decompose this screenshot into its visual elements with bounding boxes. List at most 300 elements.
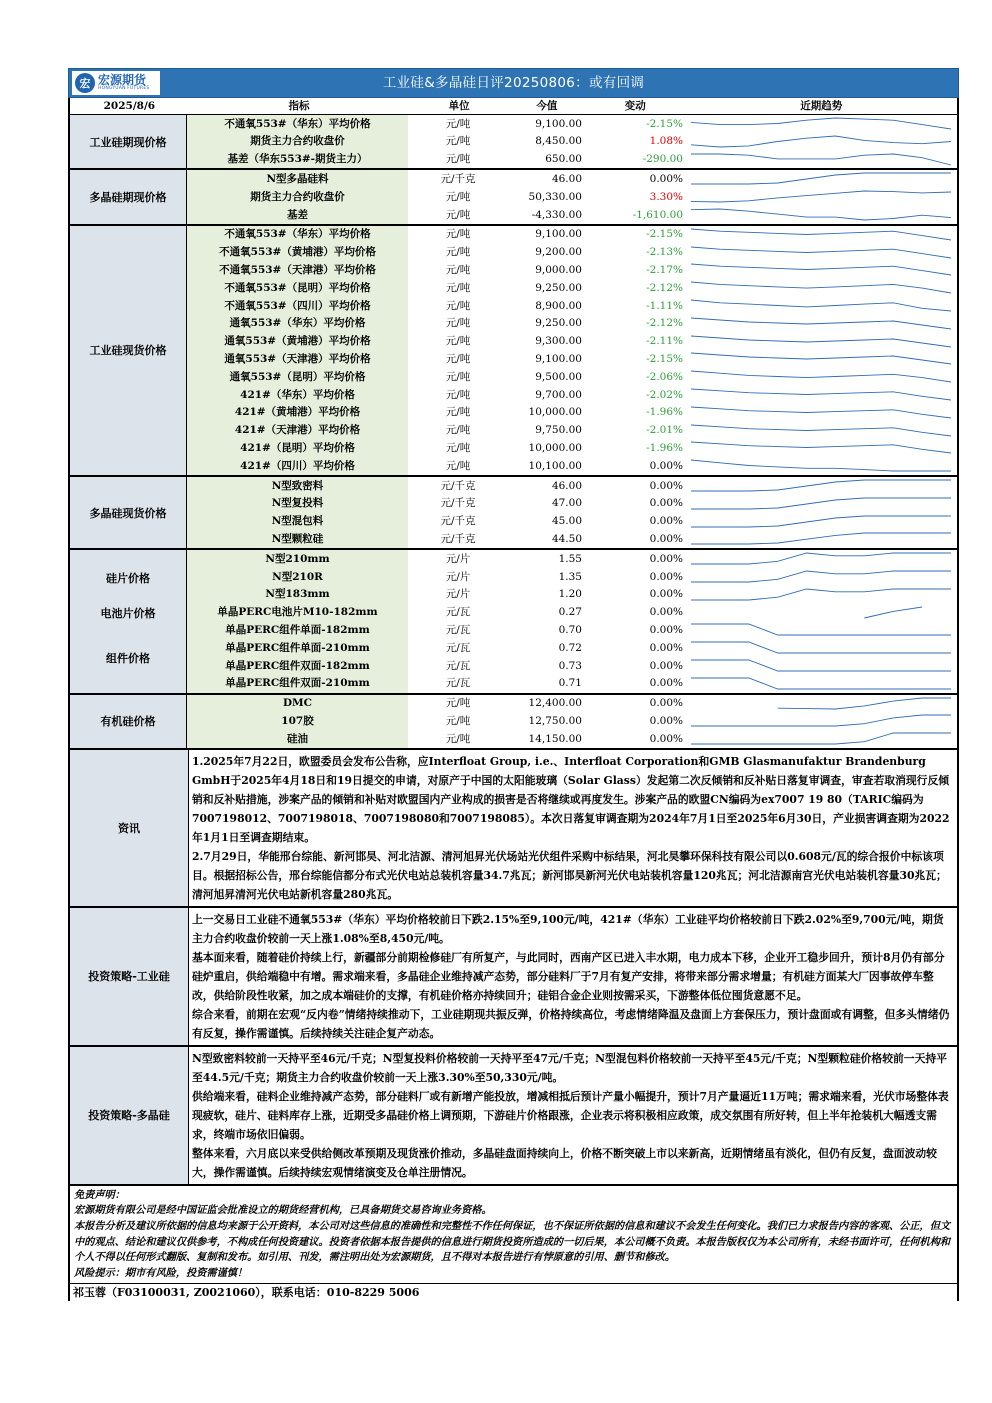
- table-sections: [70, 115, 957, 750]
- sparkline-chart: [685, 675, 957, 692]
- indicator-value: 0.70: [558, 623, 582, 636]
- table-row: [187, 261, 957, 279]
- indicator-unit: 元/千克: [440, 479, 476, 492]
- indicator-value: 9,500.00: [535, 370, 582, 383]
- header-unit: 单位: [448, 100, 470, 112]
- indicator-change: 3.30%: [649, 190, 683, 203]
- indicator-unit: 元/吨: [445, 190, 471, 203]
- trend-sparkline: [685, 368, 957, 386]
- indicator-unit: 元/千克: [440, 515, 476, 528]
- indicator-value: 9,300.00: [535, 335, 582, 348]
- trend-sparkline: [685, 422, 957, 440]
- sparkline-chart: [685, 115, 957, 132]
- indicator-unit: 元/吨: [445, 697, 471, 710]
- indicator-change: 0.00%: [649, 532, 683, 545]
- indicator-change: -2.11%: [646, 335, 683, 348]
- indicator-unit: 元/吨: [445, 459, 471, 472]
- table-row: [187, 530, 957, 548]
- trend-sparkline: [685, 333, 957, 351]
- sparkline-path: [691, 624, 951, 635]
- table-row: [187, 568, 957, 586]
- trend-sparkline: [685, 586, 957, 604]
- disclaimer-line: 本报告分析及建议所依据的信息均来源于公开资料，本公司对这些信息的准确性和完整性不作任何保证，也不保证所依据的信息和建议不会发生任何变化。我们已力求报告内容的客观、公正，但文中的观点、结论和建议仅供参考，不构成任何投资建议。投资者依据本报告提供的信息进行期货投资所造成的一切后果，本公司概不负责。本报告版权仅为本公司所有，未经书面许可，任何机构和个人不得以任何形式翻版、复制和发布。如引用、刊发，需注明出处为宏源期货，且不得对本报告进行有悖原意的引用、删节和修改。: [74, 1220, 951, 1264]
- sparkline-path: [691, 460, 951, 471]
- indicator-unit: 元/吨: [445, 317, 471, 330]
- table-row: [187, 477, 957, 495]
- indicator-change: -1.96%: [646, 441, 683, 454]
- indicator-name: DMC: [187, 695, 408, 713]
- indicator-name: 单晶PERC组件单面-182mm: [187, 621, 408, 639]
- indicator-value: 9,750.00: [535, 424, 582, 437]
- indicator-unit: 元/吨: [445, 406, 471, 419]
- sparkline-chart: [685, 621, 957, 638]
- sparkline-chart: [685, 350, 957, 367]
- indicator-change: 0.00%: [649, 623, 683, 636]
- strategy-poly-section: [70, 1047, 957, 1186]
- sparkline-path: [691, 533, 951, 544]
- indicator-name: 不通氧553#（华东）平均价格: [187, 115, 408, 133]
- table-row: [187, 115, 957, 133]
- sparkline-chart: [685, 477, 957, 494]
- sparkline-chart: [685, 404, 957, 421]
- indicator-name: 单晶PERC组件单面-210mm: [187, 639, 408, 657]
- news-paragraph: 1.2025年7月22日，欧盟委员会发布公告称，应Interfloat Group, i.e.、Interfloat Corporation和GMB Glasmanufaktur Brandenburg GmbH于2025年4月18日和19日提交的申请，对原产于中国的太阳能玻璃（Solar Glass）发起第二次反倾销和反补贴日落复审调查，审查若取消现行反倾销和反补贴措施，涉案产品的倾销和补贴对欧盟国内产业构成的损害是否将继续或再度发生。涉案产品的欧盟CN编码为ex7007 19 80（TARIC编码为7007198012、7007198018、7007198080和7007198085）。本次日落复审调查期为2024年7月1日至2025年6月30日，产业损害调查期为2022年1月1日至调查期结束。: [192, 754, 950, 844]
- disclaimer-line: 免责声明：: [74, 1188, 125, 1201]
- table-row: [187, 297, 957, 315]
- section-category: [70, 695, 187, 748]
- strategy-poly-label: 投资策略-多晶硅: [70, 1047, 189, 1184]
- table-row: [187, 133, 957, 151]
- strategy-si-paragraph: 综合来看，前期在宏观“反内卷”情绪持续推动下，工业硅期现共振反弹，价格持续高位，考虑情绪降温及盘面上方套保压力，预计盘面或有调整，但多头情绪仍有反复，操作需谨慎。后续持续关注硅企复产动态。: [192, 1007, 950, 1040]
- table-row: [187, 639, 957, 657]
- sparkline-path: [691, 715, 951, 726]
- indicator-change: 0.00%: [649, 714, 683, 727]
- section-category: [70, 550, 187, 692]
- indicator-name: N型复投料: [187, 495, 408, 513]
- indicator-value: 1.35: [558, 570, 582, 583]
- sparkline-path: [691, 389, 951, 400]
- category-label: 组件价格: [106, 651, 150, 665]
- table-section: [70, 226, 957, 477]
- table-row: [187, 226, 957, 244]
- header-change: 变动: [624, 100, 646, 112]
- sparkline-path: [778, 698, 951, 709]
- sparkline-path: [691, 642, 951, 653]
- indicator-name: 硅油: [187, 730, 408, 748]
- indicator-value: 46.00: [551, 173, 582, 186]
- strategy-si-section: [70, 908, 957, 1047]
- strategy-poly-body: [189, 1047, 957, 1184]
- indicator-value: 47.00: [551, 497, 582, 510]
- sparkline-path: [691, 498, 951, 509]
- table-row: [187, 457, 957, 475]
- indicator-unit: 元/片: [445, 588, 471, 601]
- sparkline-path: [691, 247, 951, 258]
- table-row: [187, 386, 957, 404]
- trend-sparkline: [685, 261, 957, 279]
- indicator-change: -2.17%: [646, 264, 683, 277]
- sparkline-chart: [685, 730, 957, 747]
- strategy-poly-paragraph: 整体来看，六月底以来受供给侧改革预期及现货涨价推动，多晶硅盘面持续向上，价格不断突破上市以来新高，近期情绪虽有淡化，但仍有反复，盘面波动较大，操作需谨慎。后续持续宏观情绪演变及仓单注册情况。: [192, 1146, 937, 1179]
- indicator-change: -290.00: [642, 153, 683, 166]
- trend-sparkline: [685, 133, 957, 151]
- sparkline-path: [691, 154, 951, 165]
- indicator-unit: 元/吨: [445, 370, 471, 383]
- category-label: 有机硅价格: [100, 715, 156, 729]
- table-row: [187, 422, 957, 440]
- sparkline-path: [691, 282, 951, 293]
- trend-sparkline: [685, 568, 957, 586]
- indicator-name: 期货主力合约收盘价: [187, 133, 408, 151]
- indicator-value: 10,000.00: [528, 441, 582, 454]
- table-row: [187, 621, 957, 639]
- strategy-si-paragraph: 上一交易日工业硅不通氧553#（华东）平均价格较前日下跌2.15%至9,100元/吨，421#（华东）工业硅平均价格较前日下跌2.02%至9,700元/吨，期货主力合约收盘价较前一天上涨1.08%至8,450元/吨。: [192, 912, 944, 945]
- table-row: [187, 675, 957, 693]
- indicator-value: 45.00: [551, 515, 582, 528]
- sparkline-path: [691, 118, 951, 129]
- strategy-si-paragraph: 基本面来看，随着硅价持续上行，新疆部分前期检修硅厂有所复产，与此同时，西南产区已进入丰水期，电力成本下移，企业开工稳步回升，预计8月仍有部分硅炉重启，供给端稳中有增。需求端来看，多晶硅企业维持减产态势，部分硅料厂于7月有复产安排，将带来部分需求增量；有机硅方面某大厂因事故停车整改，供给阶段性收紧，加之成本端硅价的支撑，有机硅价格亦持续回升；硅铝合金企业则按需采买，下游整体低位囤货意愿不足。: [192, 950, 945, 1002]
- indicator-value: 650.00: [545, 153, 582, 166]
- trend-sparkline: [685, 279, 957, 297]
- indicator-change: 0.00%: [649, 641, 683, 654]
- sparkline-path: [691, 516, 951, 527]
- indicator-change: -2.02%: [646, 388, 683, 401]
- report-title: 工业硅&多晶硅日评20250806：或有回调: [382, 75, 645, 91]
- indicator-value: 1.20: [558, 588, 582, 601]
- indicator-unit: 元/吨: [445, 388, 471, 401]
- sparkline-path: [691, 264, 951, 275]
- table-row: [187, 550, 957, 568]
- indicator-unit: 元/吨: [445, 135, 471, 148]
- table-section: [70, 115, 957, 170]
- indicator-change: 1.08%: [649, 135, 683, 148]
- indicator-change: 0.00%: [649, 588, 683, 601]
- indicator-unit: 元/吨: [445, 299, 471, 312]
- indicator-value: 50,330.00: [528, 190, 582, 203]
- indicator-unit: 元/吨: [445, 732, 471, 745]
- sparkline-chart: [685, 695, 957, 712]
- trend-sparkline: [685, 639, 957, 657]
- indicator-name: N型183mm: [187, 586, 408, 604]
- category-label: 硅片价格: [106, 571, 150, 585]
- sparkline-path: [691, 173, 951, 184]
- sparkline-chart: [685, 188, 957, 205]
- trend-sparkline: [685, 350, 957, 368]
- indicator-name: N型致密料: [187, 477, 408, 495]
- price-table: [68, 98, 959, 1301]
- sparkline-path: [691, 442, 951, 453]
- indicator-unit: 元/千克: [440, 497, 476, 510]
- indicator-unit: 元/瓦: [445, 606, 471, 619]
- indicator-unit: 元/片: [445, 552, 471, 565]
- sparkline-chart: [685, 513, 957, 530]
- sparkline-path: [691, 425, 951, 436]
- sparkline-path: [691, 300, 951, 311]
- trend-sparkline: [685, 206, 957, 224]
- indicator-unit: 元/吨: [445, 228, 471, 241]
- trend-sparkline: [685, 315, 957, 333]
- indicator-unit: 元/瓦: [445, 659, 471, 672]
- section-category: [70, 477, 187, 548]
- category-label: 多晶硅现货价格: [89, 506, 167, 520]
- indicator-name: 通氧553#（黄埔港）平均价格: [187, 333, 408, 351]
- indicator-value: 12,400.00: [528, 697, 582, 710]
- category-label: 工业硅期现价格: [89, 135, 167, 149]
- indicator-change: -2.15%: [646, 117, 683, 130]
- indicator-name: 不通氧553#（华东）平均价格: [187, 226, 408, 244]
- indicator-name: 107胶: [187, 712, 408, 730]
- indicator-unit: 元/瓦: [445, 641, 471, 654]
- indicator-name: 期货主力合约收盘价: [187, 188, 408, 206]
- sparkline-path: [691, 553, 951, 564]
- indicator-change: -1.11%: [646, 299, 683, 312]
- indicator-change: 0.00%: [649, 659, 683, 672]
- indicator-unit: 元/吨: [445, 441, 471, 454]
- category-label: 多晶硅期现价格: [89, 191, 167, 205]
- sparkline-chart: [685, 333, 957, 350]
- sparkline-path: [691, 336, 951, 347]
- table-section: [70, 695, 957, 750]
- trend-sparkline: [685, 115, 957, 133]
- trend-sparkline: [685, 657, 957, 675]
- indicator-value: 10,100.00: [528, 459, 582, 472]
- sparkline-chart: [685, 712, 957, 729]
- indicator-change: 0.00%: [649, 515, 683, 528]
- header-value: 今值: [536, 100, 558, 112]
- indicator-unit: 元/吨: [445, 208, 471, 221]
- indicator-change: 0.00%: [649, 570, 683, 583]
- sparkline-chart: [685, 530, 957, 547]
- sparkline-chart: [685, 568, 957, 585]
- disclaimer: [70, 1186, 957, 1285]
- sparkline-chart: [685, 639, 957, 656]
- indicator-value: 8,900.00: [535, 299, 582, 312]
- category-label: 电池片价格: [100, 607, 156, 621]
- sparkline-chart: [685, 261, 957, 278]
- table-row: [187, 368, 957, 386]
- indicator-name: 421#（黄埔港）平均价格: [187, 404, 408, 422]
- indicator-unit: 元/吨: [445, 153, 471, 166]
- title-bar: [68, 68, 959, 98]
- disclaimer-line: 宏源期货有限公司是经中国证监会批准设立的期货经营机构，已具备期货交易咨询业务资格。: [74, 1204, 492, 1217]
- table-row: [187, 439, 957, 457]
- table-row: [187, 730, 957, 748]
- indicator-change: 0.00%: [649, 732, 683, 745]
- trend-sparkline: [685, 513, 957, 531]
- indicator-value: -4,330.00: [531, 208, 582, 221]
- indicator-change: -2.01%: [646, 424, 683, 437]
- sparkline-path: [691, 191, 951, 202]
- indicator-change: 0.00%: [649, 459, 683, 472]
- trend-sparkline: [685, 457, 957, 475]
- news-label: 资讯: [70, 750, 189, 906]
- table-section: [70, 170, 957, 225]
- trend-sparkline: [685, 495, 957, 513]
- trend-sparkline: [685, 439, 957, 457]
- indicator-unit: 元/吨: [445, 246, 471, 259]
- indicator-value: 8,450.00: [535, 135, 582, 148]
- indicator-unit: 元/千克: [440, 173, 476, 186]
- header-indicator: 指标: [288, 100, 310, 112]
- sparkline-path: [691, 571, 951, 582]
- sparkline-chart: [685, 297, 957, 314]
- sparkline-chart: [685, 368, 957, 385]
- sparkline-chart: [685, 279, 957, 296]
- indicator-name: 421#（四川）平均价格: [187, 457, 408, 475]
- indicator-name: 基差: [187, 206, 408, 224]
- trend-sparkline: [685, 550, 957, 568]
- strategy-si-label: 投资策略-工业硅: [70, 908, 189, 1045]
- indicator-name: 通氧553#（天津港）平均价格: [187, 350, 408, 368]
- sparkline-chart: [685, 315, 957, 332]
- indicator-name: 通氧553#（华东）平均价格: [187, 315, 408, 333]
- sparkline-path: [691, 407, 951, 418]
- indicator-change: 0.00%: [649, 606, 683, 619]
- sparkline-chart: [685, 550, 957, 567]
- indicator-change: 0.00%: [649, 697, 683, 710]
- sparkline-chart: [685, 133, 957, 150]
- indicator-value: 0.71: [558, 677, 582, 690]
- trend-sparkline: [685, 404, 957, 422]
- sparkline-chart: [685, 657, 957, 674]
- indicator-unit: 元/千克: [440, 532, 476, 545]
- trend-sparkline: [685, 695, 957, 713]
- sparkline-path: [691, 136, 951, 147]
- indicator-name: N型210R: [187, 568, 408, 586]
- sparkline-path: [691, 371, 951, 382]
- table-section: [70, 477, 957, 550]
- indicator-change: -2.15%: [646, 353, 683, 365]
- strategy-si-body: [189, 908, 957, 1045]
- indicator-value: 10,000.00: [528, 406, 582, 419]
- indicator-name: N型多晶硅料: [187, 170, 408, 188]
- indicator-change: -2.12%: [646, 281, 683, 294]
- table-header: [70, 98, 957, 115]
- trend-sparkline: [685, 226, 957, 244]
- indicator-name: 421#（天津港）平均价格: [187, 422, 408, 440]
- sparkline-chart: [685, 226, 957, 243]
- sparkline-chart: [685, 439, 957, 456]
- section-category: [70, 170, 187, 223]
- disclaimer-line: 风险提示：期市有风险，投资需谨慎！: [74, 1266, 248, 1279]
- indicator-unit: 元/吨: [445, 335, 471, 348]
- indicator-unit: 元/瓦: [445, 677, 471, 690]
- trend-sparkline: [685, 621, 957, 639]
- indicator-value: 46.00: [551, 479, 582, 492]
- table-row: [187, 604, 957, 622]
- table-row: [187, 279, 957, 297]
- indicator-name: 单晶PERC电池片M10-182mm: [187, 604, 408, 622]
- indicator-unit: 元/吨: [445, 714, 471, 727]
- indicator-unit: 元/吨: [445, 117, 471, 130]
- indicator-change: 0.00%: [649, 497, 683, 510]
- sparkline-chart: [685, 422, 957, 439]
- indicator-name: N型颗粒硅: [187, 530, 408, 548]
- trend-sparkline: [685, 530, 957, 548]
- trend-sparkline: [685, 730, 957, 748]
- indicator-value: 9,250.00: [535, 281, 582, 294]
- indicator-value: 44.50: [551, 532, 582, 545]
- news-paragraph: 2.7月29日，华能邢台综能、新河邯昊、河北洁源、清河旭昇光伏场站光伏组件采购中标结果，河北昊攀环保科技有限公司以0.608元/瓦的综合报价中标该项目。根据招标公告，邢台综能信都分布式光伏电站总装机容量34.7兆瓦；新河邯昊新河光伏电站装机容量120兆瓦；河北洁源南宫光伏电站装机容量30兆瓦；清河旭昇清河光伏电站新机容量280兆瓦。: [192, 849, 947, 901]
- indicator-unit: 元/吨: [445, 424, 471, 437]
- analyst-contact: 祁玉蓉（F03100031, Z0021060），联系电话：010-8229 5006: [73, 1286, 420, 1300]
- indicator-value: 9,100.00: [535, 228, 582, 241]
- indicator-name: N型210mm: [187, 550, 408, 568]
- indicator-value: 9,250.00: [535, 317, 582, 330]
- indicator-name: N型混包料: [187, 513, 408, 531]
- indicator-change: 0.00%: [649, 552, 683, 565]
- indicator-name: 不通氧553#（昆明）平均价格: [187, 279, 408, 297]
- indicator-name: 不通氧553#（天津港）平均价格: [187, 261, 408, 279]
- table-row: [187, 206, 957, 224]
- trend-sparkline: [685, 604, 957, 622]
- trend-sparkline: [685, 244, 957, 262]
- sparkline-path: [691, 589, 951, 600]
- sparkline-chart: [685, 386, 957, 403]
- indicator-change: 0.00%: [649, 479, 683, 492]
- indicator-change: -2.15%: [646, 228, 683, 241]
- table-row: [187, 495, 957, 513]
- sparkline-chart: [685, 244, 957, 261]
- news-body: [189, 750, 957, 906]
- sparkline-path: [691, 318, 951, 329]
- table-row: [187, 712, 957, 730]
- indicator-value: 9,000.00: [535, 264, 582, 277]
- section-category: [70, 115, 187, 168]
- indicator-unit: 元/吨: [445, 353, 471, 365]
- sparkline-chart: [685, 170, 957, 187]
- trend-sparkline: [685, 297, 957, 315]
- sparkline-chart: [685, 206, 957, 223]
- indicator-name: 不通氧553#（黄埔港）平均价格: [187, 244, 408, 262]
- logo-brand: 宏源期货: [98, 73, 147, 88]
- indicator-value: 9,100.00: [535, 117, 582, 130]
- indicator-unit: 元/片: [445, 570, 471, 583]
- sparkline-path: [864, 607, 922, 618]
- sparkline-path: [691, 209, 951, 220]
- trend-sparkline: [685, 712, 957, 730]
- indicator-value: 12,750.00: [528, 714, 582, 727]
- indicator-unit: 元/吨: [445, 264, 471, 277]
- indicator-unit: 元/吨: [445, 281, 471, 294]
- sparkline-chart: [685, 495, 957, 512]
- indicator-value: 1.55: [558, 552, 582, 565]
- indicator-name: 基差（华东553#-期货主力）: [187, 151, 408, 169]
- table-row: [187, 513, 957, 531]
- table-row: [187, 586, 957, 604]
- sparkline-chart: [685, 586, 957, 603]
- indicator-name: 单晶PERC组件双面-210mm: [187, 675, 408, 693]
- sparkline-path: [691, 353, 951, 364]
- indicator-value: 9,700.00: [535, 388, 582, 401]
- sparkline-path: [691, 660, 951, 671]
- table-row: [187, 170, 957, 188]
- table-row: [187, 695, 957, 713]
- indicator-change: -2.12%: [646, 317, 683, 330]
- indicator-name: 421#（昆明）平均价格: [187, 439, 408, 457]
- indicator-change: 0.00%: [649, 677, 683, 690]
- indicator-name: 通氧553#（昆明）平均价格: [187, 368, 408, 386]
- indicator-value: 0.27: [558, 606, 582, 619]
- table-row: [187, 404, 957, 422]
- indicator-value: 0.73: [558, 659, 582, 672]
- sparkline-chart: [685, 457, 957, 474]
- trend-sparkline: [685, 477, 957, 495]
- report: [68, 68, 959, 1301]
- strategy-poly-paragraph: 供给端来看，硅料企业维持减产态势，部分硅料厂或有新增产能投放，增减相抵后预计产量小幅提升，预计7月产量逼近11万吨；需求端来看，光伏市场整体表现疲软，硅片、硅料库存上涨，近期受多晶硅价格上调预期，下游硅片价格跟涨，企业表示将积极相应政策，成交氛围有所好转，但上半年抢装机大幅透支需求，终端市场依旧偏弱。: [192, 1089, 949, 1141]
- news-section: [70, 750, 957, 908]
- indicator-name: 单晶PERC组件双面-182mm: [187, 657, 408, 675]
